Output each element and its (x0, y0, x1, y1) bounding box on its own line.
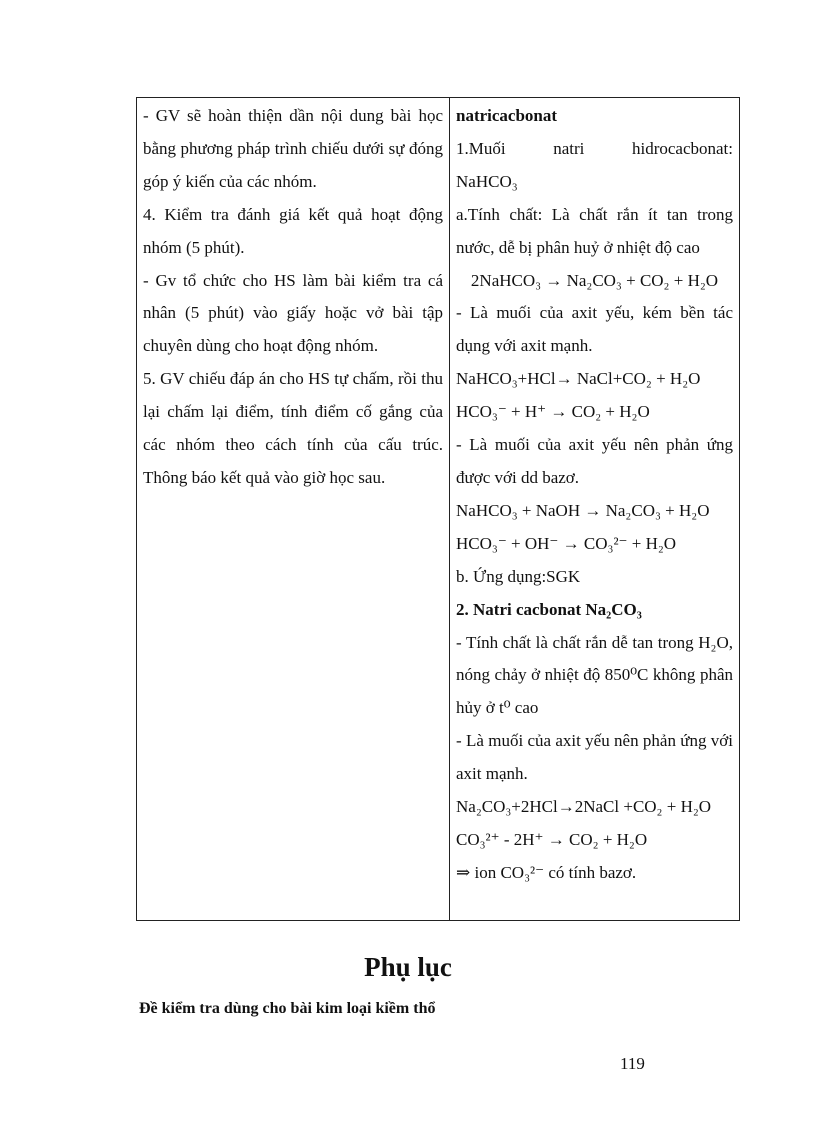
equation-na2co3-hcl: Na₂CO₃+2HCl→2NaCl +CO₂ + H₂O (456, 797, 712, 817)
left-paragraph: 5. GV chiếu đáp án cho HS tự chấm, rồi thu lại chấm lại điểm, tính điểm cố gắng của các nhóm theo cách tính của cấu trúc. Thông báo kết quả vào giờ học sau. (143, 369, 443, 487)
equation-hcl: NaHCO₃+HCl→ NaCl+CO₂ + H₂O (456, 369, 701, 389)
appendix-heading: Phụ lục (364, 952, 452, 982)
equation-naoh: NaHCO₃ + NaOH → Na₂CO₃ + H₂O (456, 500, 710, 520)
left-paragraph: - GV sẽ hoàn thiện dần nội dung bài học bằng phương pháp trình chiếu dưới sự đóng góp ý kiến của các nhóm. (143, 106, 443, 191)
section-1-usage: b. Ứng dụng:SGK (456, 566, 581, 586)
page-number: 119 (620, 1054, 645, 1073)
ionic-equation-3: CO₃²⁺ - 2H⁺ → CO₂ + H₂O (456, 829, 648, 849)
section-2-property: - Tính chất là chất rắn dễ tan trong H₂O, nóng chảy ở nhiệt độ 850⁰C không phân hủy ở t⁰ cao (456, 632, 733, 718)
content-table (136, 97, 740, 921)
content-cell (450, 98, 740, 921)
appendix-subheading: Đề kiểm tra dùng cho bài kim loại kiềm thổ (139, 1000, 436, 1017)
section-1-property: a.Tính chất: Là chất rắn ít tan trong nước, dễ bị phân huỷ ở nhiệt độ cao (456, 204, 733, 257)
table-row (137, 98, 740, 921)
section-1-base-note: - Là muối của axit yếu nên phản ứng được với dd bazơ. (456, 435, 733, 487)
left-paragraph: - Gv tổ chức cho HS làm bài kiểm tra cá nhân (5 phút) vào giấy hoặc vở bài tập chuyên dùng cho hoạt động nhóm. (143, 270, 443, 356)
conclusion-line: ⇒ ion CO₃²⁻ có tính bazơ. (456, 862, 637, 882)
left-paragraph: 4. Kiểm tra đánh giá kết quả hoạt động nhóm (5 phút). (143, 204, 443, 257)
section-2-acid-note: - Là muối của axit yếu nên phản ứng với axit mạnh. (456, 731, 733, 784)
section-1-acid-note: - Là muối của axit yếu, kém bền tác dụng với axit mạnh. (456, 303, 733, 356)
decomposition-equation: 2NaHCO₃ → Na₂CO₃ + CO₂ + H₂O (470, 270, 719, 290)
ionic-equation-2: HCO₃⁻ + OH⁻ → CO₃²⁻ + H₂O (456, 533, 677, 553)
teacher-activity-cell (137, 98, 450, 921)
ionic-equation-1: HCO₃⁻ + H⁺ → CO₂ + H₂O (456, 402, 650, 422)
content-title: natricacbonat (456, 106, 558, 125)
section-1-heading: 1.Muối natri hidrocacbonat: (456, 138, 733, 158)
section-2-heading: 2. Natri cacbonat Na₂CO₃ (456, 599, 642, 619)
section-1-formula: NaHCO₃ (456, 171, 518, 191)
